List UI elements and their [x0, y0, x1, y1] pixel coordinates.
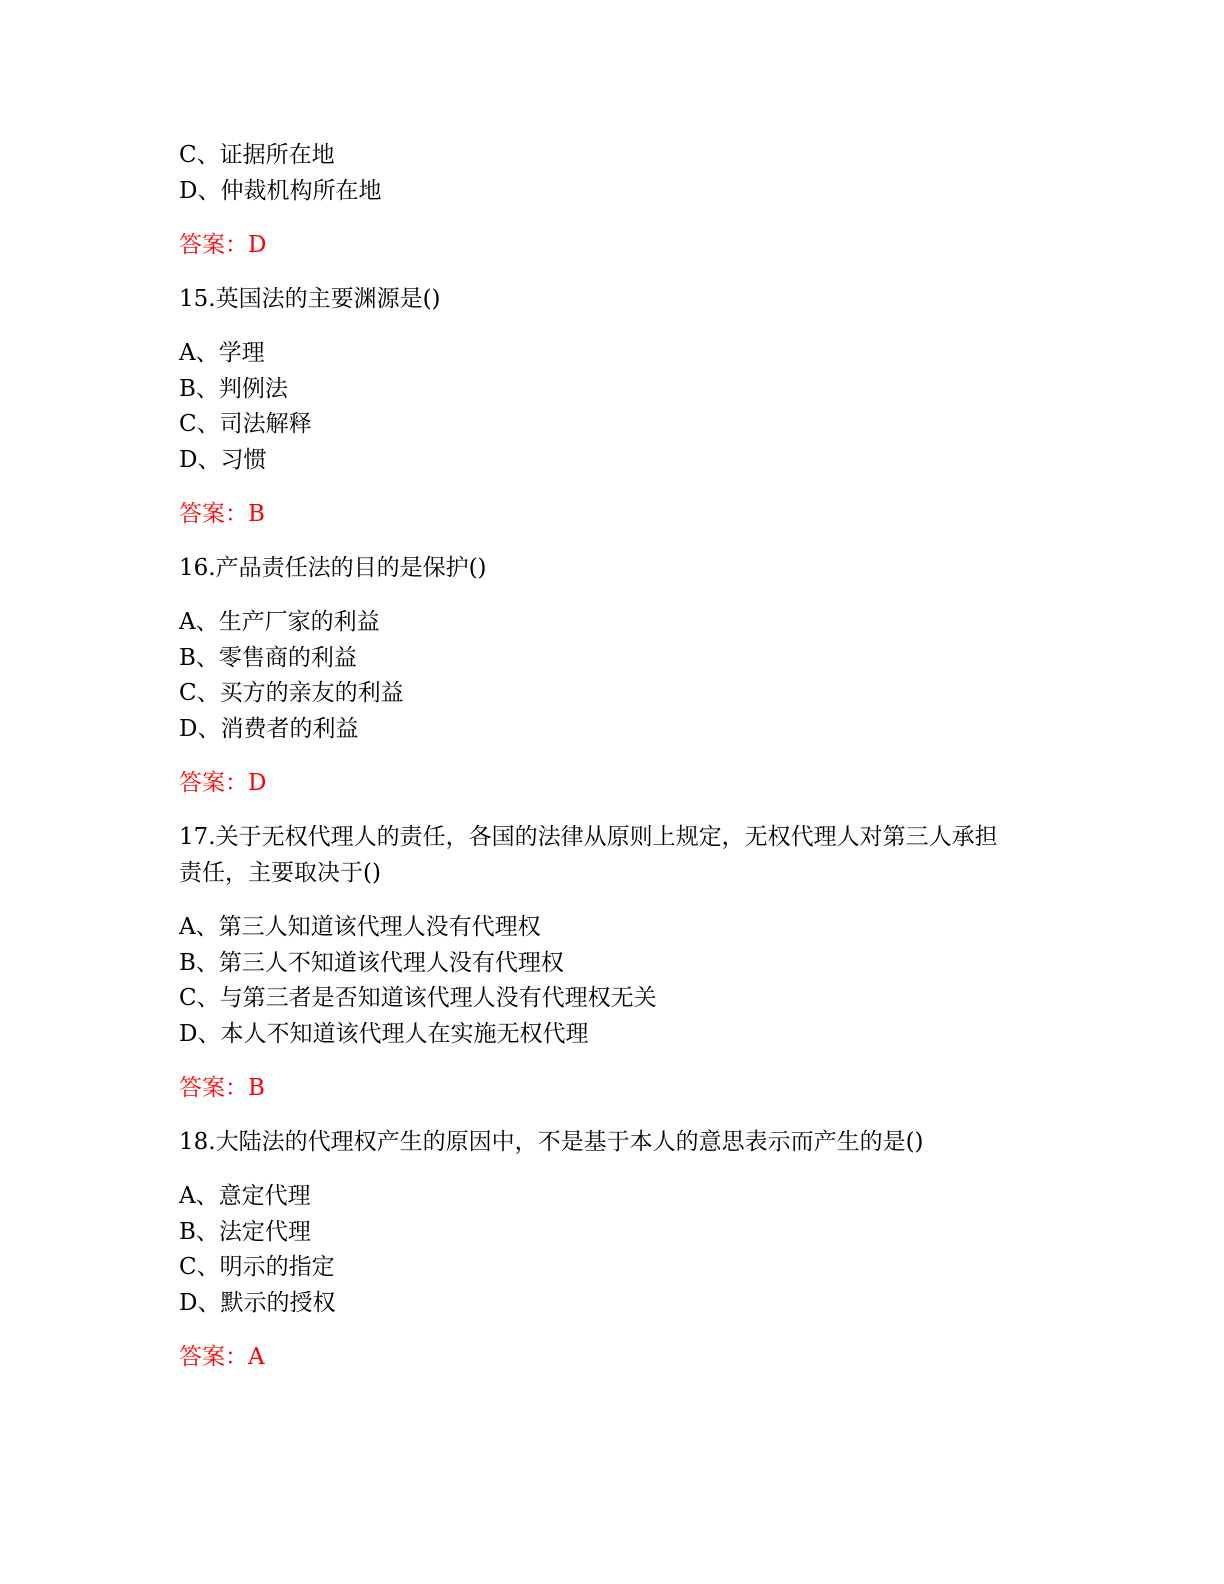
answer-text: 答案：D [179, 232, 267, 258]
answer-text: 答案：B [179, 501, 265, 527]
option-b: B、判例法 [179, 375, 288, 402]
answer-text: 答案：D [179, 770, 267, 796]
option-list [179, 910, 1039, 1052]
answer-text: 答案：A [179, 1344, 265, 1370]
option-a: A、学理 [179, 340, 265, 366]
option-d: D、本人不知道该代理人在实施无权代理 [179, 1020, 589, 1047]
option-d: D、仲裁机构所在地 [179, 177, 382, 204]
question-17 [179, 820, 1039, 1106]
question-stem [179, 820, 1039, 891]
option-c: C、买方的亲友的利益 [179, 680, 404, 706]
option-c: C、明示的指定 [179, 1254, 335, 1280]
question-stem: 18.大陆法的代理权产生的原因中，不是基于本人的意思表示而产生的是() [179, 1129, 924, 1155]
option-c: C、证据所在地 [179, 142, 335, 168]
option-c: C、司法解释 [179, 411, 312, 437]
option-d: D、消费者的利益 [179, 715, 359, 742]
option-d: D、默示的授权 [179, 1289, 336, 1316]
option-a: A、第三人知道该代理人没有代理权 [179, 914, 541, 940]
option-list [179, 336, 1039, 478]
option-list [179, 605, 1039, 747]
option-a: A、生产厂家的利益 [179, 609, 380, 635]
question-stem-line-1: 17.关于无权代理人的责任，各国的法律从原则上规定，无权代理人对第三人承担 [179, 824, 998, 850]
option-b: B、零售商的利益 [179, 644, 357, 671]
question-15 [179, 282, 1039, 532]
answer-text: 答案：B [179, 1075, 265, 1101]
question-content [179, 138, 1039, 1375]
option-b: B、法定代理 [179, 1218, 311, 1245]
option-b: B、第三人不知道该代理人没有代理权 [179, 949, 564, 976]
option-c: C、与第三者是否知道该代理人没有代理权无关 [179, 985, 657, 1011]
question-16 [179, 551, 1039, 801]
question-stem: 16.产品责任法的目的是保护() [179, 555, 487, 581]
option-a: A、意定代理 [179, 1183, 311, 1209]
question-stem: 15.英国法的主要渊源是() [179, 286, 441, 312]
option-list [179, 1179, 1039, 1321]
question-18 [179, 1125, 1039, 1375]
option-list [179, 138, 1039, 209]
question-stem-line-2: 责任，主要取决于() [179, 859, 381, 886]
option-d: D、习惯 [179, 446, 267, 473]
